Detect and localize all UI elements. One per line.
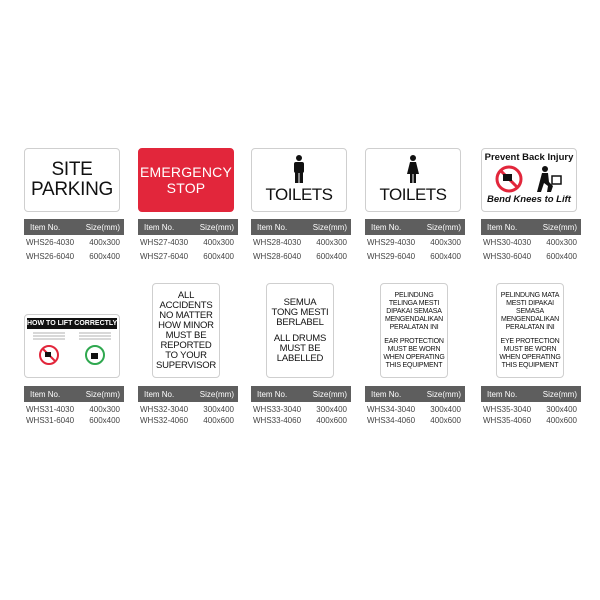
spec-table	[481, 386, 581, 423]
table-row	[365, 402, 465, 416]
sign-text: PELINDUNG MATA	[500, 291, 560, 299]
sign-text: MUST BE	[279, 342, 321, 354]
female-person-icon	[406, 155, 420, 183]
item-size: 300x400	[546, 404, 577, 414]
header-size: Size(mm)	[312, 222, 347, 232]
item-size: 300x400	[316, 404, 347, 414]
sign-ear-protection[interactable]	[380, 283, 448, 378]
spec-table	[138, 386, 238, 423]
spec-table	[251, 386, 351, 423]
header-size: Size(mm)	[199, 389, 234, 399]
header-item: Item No.	[30, 222, 61, 232]
item-size: 300x400	[203, 404, 234, 414]
table-row	[24, 235, 124, 249]
item-size: 600x400	[203, 251, 234, 261]
table-header	[365, 219, 465, 235]
item-number: WHS35-4060	[483, 416, 532, 423]
item-number: WHS35-3040	[483, 404, 532, 414]
table-header	[481, 386, 581, 402]
sign-eye-protection[interactable]	[496, 283, 564, 378]
header-item: Item No.	[371, 222, 402, 232]
sign-text: SITE	[51, 159, 93, 180]
table-header	[138, 386, 238, 402]
spec-table	[365, 386, 465, 423]
item-number: WHS33-3040	[253, 404, 302, 414]
table-row	[24, 402, 124, 416]
spec-table	[138, 219, 238, 263]
sign-text: HOW MINOR	[158, 319, 214, 331]
sign-text: MUST BE WORN	[387, 345, 441, 353]
table-row	[365, 249, 465, 263]
header-item: Item No.	[257, 222, 288, 232]
sign-text: PARKING	[30, 179, 113, 200]
spec-table	[251, 219, 351, 263]
sign-text: TOILETS	[265, 185, 333, 204]
spec-table	[24, 386, 124, 423]
item-number: WHS29-4030	[367, 237, 416, 247]
item-number: WHS32-4060	[140, 416, 189, 423]
sign-drums-labelled[interactable]	[266, 283, 334, 378]
item-number: WHS34-3040	[367, 404, 416, 414]
table-header	[24, 386, 124, 402]
table-row	[138, 416, 238, 423]
sign-text: TELINGA MESTI	[388, 299, 440, 307]
lifting-icon	[489, 164, 569, 194]
sign-text: THIS EQUIPMENT	[501, 361, 559, 369]
table-header	[251, 219, 351, 235]
item-number: WHS34-4060	[367, 416, 416, 423]
header-size: Size(mm)	[312, 389, 347, 399]
table-header	[481, 219, 581, 235]
table-row	[251, 402, 351, 416]
item-size: 400x300	[430, 237, 461, 247]
sign-text: MESTI DIPAKAI	[506, 299, 554, 307]
table-row	[481, 402, 581, 416]
header-size: Size(mm)	[85, 389, 120, 399]
sign-text: PELINDUNG	[394, 291, 434, 299]
item-number: WHS32-3040	[140, 404, 189, 414]
table-header	[365, 386, 465, 402]
sign-text: TOILETS	[379, 185, 447, 204]
header-item: Item No.	[487, 389, 518, 399]
item-number: WHS30-6040	[483, 251, 532, 261]
header-item: Item No.	[487, 222, 518, 232]
item-number: WHS26-4030	[26, 237, 75, 247]
male-person-icon	[292, 155, 306, 183]
sign-emergency-stop[interactable]	[138, 148, 234, 212]
item-size: 400x600	[203, 416, 234, 423]
sign-how-to-lift[interactable]	[24, 314, 120, 378]
item-size: 600x400	[430, 251, 461, 261]
table-header	[251, 386, 351, 402]
item-size: 400x300	[316, 237, 347, 247]
sign-text: WHEN OPERATING	[499, 353, 561, 361]
sign-text: LABELLED	[276, 352, 324, 364]
sign-text: ALL	[177, 289, 195, 301]
sign-text: PERALATAN INI	[505, 323, 555, 331]
item-size: 400x300	[203, 237, 234, 247]
item-size: 400x600	[546, 416, 577, 423]
table-row	[251, 235, 351, 249]
sign-text: TO YOUR	[165, 349, 207, 361]
sign-text: DIPAKAI SEMASA	[386, 307, 442, 315]
table-row	[138, 402, 238, 416]
sign-text: MUST BE WORN	[503, 345, 557, 353]
sign-text: MENGENDALIKAN	[500, 315, 560, 323]
sign-text: Prevent Back Injury	[484, 152, 574, 163]
sign-text: WHEN OPERATING	[383, 353, 445, 361]
table-row	[481, 235, 581, 249]
sign-text: BERLABEL	[276, 316, 324, 328]
item-size: 400x300	[89, 404, 120, 414]
sign-text: EYE PROTECTION	[500, 337, 560, 345]
sign-text: NO MATTER	[159, 309, 213, 321]
item-number: WHS29-6040	[367, 251, 416, 261]
item-size: 400x600	[316, 416, 347, 423]
sign-site-parking[interactable]	[24, 148, 120, 212]
spec-table	[365, 219, 465, 263]
sign-text: TONG MESTI	[271, 306, 329, 318]
sign-text: ALL DRUMS	[273, 332, 327, 344]
table-row	[365, 235, 465, 249]
header-size: Size(mm)	[85, 222, 120, 232]
header-item: Item No.	[371, 389, 402, 399]
item-number: WHS27-6040	[140, 251, 189, 261]
header-item: Item No.	[144, 222, 175, 232]
item-size: 300x400	[430, 404, 461, 414]
table-header	[24, 219, 124, 235]
sign-text: REPORTED	[160, 339, 212, 351]
table-row	[481, 416, 581, 423]
item-number: WHS28-4030	[253, 237, 302, 247]
header-size: Size(mm)	[426, 389, 461, 399]
item-size: 600x400	[89, 251, 120, 261]
item-size: 600x400	[89, 416, 120, 423]
spec-table	[481, 219, 581, 263]
table-row	[24, 249, 124, 263]
spec-table	[24, 219, 124, 263]
sign-report-accidents[interactable]	[152, 283, 220, 378]
header-item: Item No.	[144, 389, 175, 399]
sign-text: MENGENDALIKAN	[384, 315, 444, 323]
item-number: WHS30-4030	[483, 237, 532, 247]
table-row	[365, 416, 465, 423]
item-number: WHS31-4030	[26, 404, 75, 414]
item-number: WHS28-6040	[253, 251, 302, 261]
item-number: WHS33-4060	[253, 416, 302, 423]
table-header	[138, 219, 238, 235]
item-number: WHS27-4030	[140, 237, 189, 247]
item-number: WHS31-6040	[26, 416, 75, 423]
sign-text: SEMUA	[283, 296, 317, 308]
sign-text: SUPERVISOR	[155, 359, 217, 371]
table-row	[24, 416, 124, 423]
lifting-instructions-icon	[27, 329, 117, 369]
item-size: 400x300	[89, 237, 120, 247]
sign-text: EMERGENCY	[139, 164, 233, 180]
table-row	[481, 249, 581, 263]
header-item: Item No.	[30, 389, 61, 399]
sign-text: THIS EQUIPMENT	[385, 361, 443, 369]
sign-banner: HOW TO LIFT CORRECTLY	[27, 320, 118, 327]
header-size: Size(mm)	[199, 222, 234, 232]
item-size: 600x400	[316, 251, 347, 261]
sign-toilets-male[interactable]	[251, 148, 347, 212]
header-size: Size(mm)	[542, 389, 577, 399]
sign-prevent-back-injury[interactable]	[481, 148, 577, 212]
item-size: 400x600	[430, 416, 461, 423]
sign-toilets-female[interactable]	[365, 148, 461, 212]
item-number: WHS26-6040	[26, 251, 75, 261]
sign-text: EAR PROTECTION	[384, 337, 444, 345]
sign-text: STOP	[166, 180, 206, 196]
item-size: 400x300	[546, 237, 577, 247]
sign-text: ACCIDENTS	[159, 299, 213, 311]
sign-text: MUST BE	[165, 329, 207, 341]
sign-text: PERALATAN INI	[389, 323, 439, 331]
item-size: 600x400	[546, 251, 577, 261]
table-row	[138, 249, 238, 263]
sign-text: SEMASA	[516, 307, 544, 315]
header-size: Size(mm)	[542, 222, 577, 232]
sign-text: Bend Knees to Lift	[487, 194, 571, 205]
table-row	[251, 249, 351, 263]
header-size: Size(mm)	[426, 222, 461, 232]
table-row	[138, 235, 238, 249]
header-item: Item No.	[257, 389, 288, 399]
table-row	[251, 416, 351, 423]
